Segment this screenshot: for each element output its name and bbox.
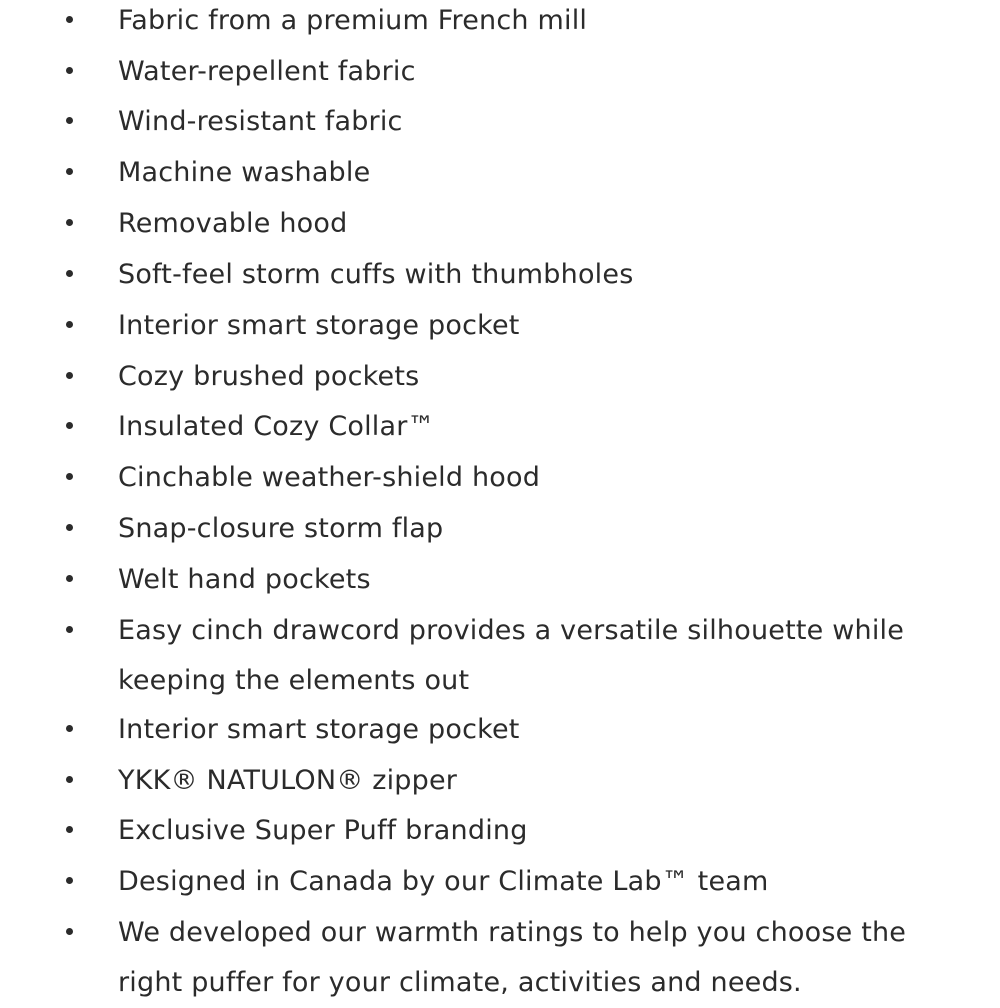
feature-text: Water-repellent fabric: [118, 56, 416, 87]
bullet-icon: [66, 372, 73, 379]
bullet-icon: [66, 877, 73, 884]
feature-text: Designed in Canada by our Climate Lab™ team: [118, 866, 769, 897]
feature-text: Easy cinch drawcord provides a versatile silhouette while keeping the elements out: [118, 615, 905, 696]
list-item: [0, 806, 1000, 856]
feature-text: Interior smart storage pocket: [118, 714, 520, 745]
list-item: [0, 148, 1000, 198]
list-item: [0, 606, 1000, 706]
list-item: [0, 908, 1000, 1008]
list-item: [0, 250, 1000, 300]
feature-text: Machine washable: [118, 157, 371, 188]
bullet-icon: [66, 16, 73, 23]
bullet-icon: [66, 826, 73, 833]
feature-text: Interior smart storage pocket: [118, 310, 520, 341]
list-item: [0, 97, 1000, 147]
bullet-icon: [66, 422, 73, 429]
list-item: [0, 857, 1000, 907]
feature-text: Fabric from a premium French mill: [118, 5, 588, 36]
bullet-icon: [66, 928, 73, 935]
bullet-icon: [66, 575, 73, 582]
bullet-icon: [66, 321, 73, 328]
list-item: [0, 199, 1000, 249]
feature-text: We developed our warmth ratings to help you choose the right puffer for your climate, activities and needs.: [118, 917, 907, 998]
list-item: [0, 0, 1000, 46]
bullet-icon: [66, 117, 73, 124]
list-item: [0, 555, 1000, 605]
bullet-icon: [66, 776, 73, 783]
feature-text: Snap-closure storm flap: [118, 513, 444, 544]
bullet-icon: [66, 67, 73, 74]
list-item: [0, 301, 1000, 351]
list-item: [0, 352, 1000, 402]
bullet-icon: [66, 270, 73, 277]
list-item: [0, 47, 1000, 97]
feature-text: Wind-resistant fabric: [118, 106, 403, 137]
feature-text: YKK® NATULON® zipper: [118, 765, 458, 796]
list-item: [0, 705, 1000, 755]
feature-text: Soft-feel storm cuffs with thumbholes: [118, 259, 634, 290]
bullet-icon: [66, 168, 73, 175]
bullet-icon: [66, 725, 73, 732]
list-item: [0, 453, 1000, 503]
feature-text: Welt hand pockets: [118, 564, 371, 595]
list-item: [0, 504, 1000, 554]
feature-text: Cinchable weather-shield hood: [118, 462, 541, 493]
bullet-icon: [66, 473, 73, 480]
feature-text: Removable hood: [118, 208, 348, 239]
list-item: [0, 402, 1000, 452]
feature-text: Cozy brushed pockets: [118, 361, 420, 392]
bullet-icon: [66, 219, 73, 226]
bullet-icon: [66, 626, 73, 633]
feature-text: Exclusive Super Puff branding: [118, 815, 528, 846]
list-item: [0, 756, 1000, 806]
bullet-icon: [66, 524, 73, 531]
feature-text: Insulated Cozy Collar™: [118, 411, 435, 442]
